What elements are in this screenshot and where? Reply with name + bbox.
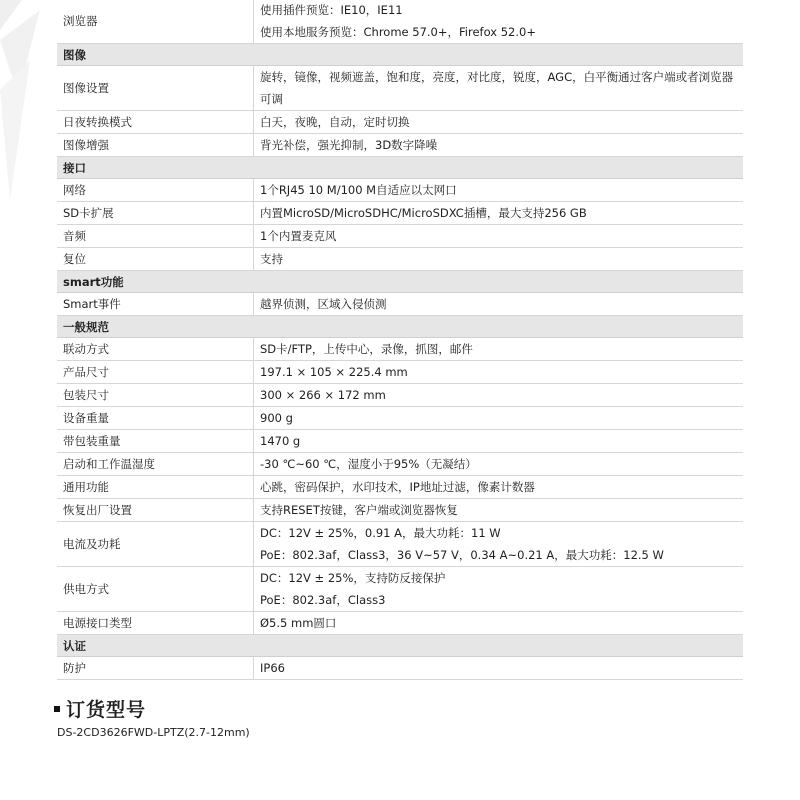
spec-value <box>254 179 744 202</box>
table-row <box>57 657 743 680</box>
spec-label: 图像设置 <box>57 66 254 111</box>
table-row <box>57 66 743 111</box>
spec-label: 电流及功耗 <box>57 522 254 567</box>
spec-value <box>254 248 744 271</box>
spec-value-line: 使用本地服务预览：Chrome 57.0+，Firefox 52.0+ <box>260 25 536 39</box>
spec-value-line: PoE：802.3af，Class3 <box>260 593 386 607</box>
spec-value-line: 300 × 266 × 172 mm <box>260 388 386 402</box>
spec-value-line: 心跳，密码保护，水印技术，IP地址过滤，像素计数器 <box>260 480 535 494</box>
table-row <box>57 522 743 567</box>
spec-value-line: PoE：802.3af，Class3，36 V~57 V，0.34 A~0.21 A，最大功耗：12.5 W <box>260 548 664 562</box>
spec-value <box>254 361 744 384</box>
table-row <box>57 338 743 361</box>
table-row <box>57 453 743 476</box>
spec-value-line: -30 ℃~60 ℃，湿度小于95%（无凝结） <box>260 457 477 471</box>
spec-table <box>57 0 743 680</box>
spec-label: 启动和工作温湿度 <box>57 453 254 476</box>
spec-value <box>254 0 744 44</box>
spec-value <box>254 293 744 316</box>
table-row <box>57 567 743 612</box>
spec-value-line: 1个RJ45 10 M/100 M自适应以太网口 <box>260 183 457 197</box>
spec-value-line: IP66 <box>260 661 285 675</box>
spec-value-line: 900 g <box>260 411 293 425</box>
spec-table-body <box>57 0 743 680</box>
table-row <box>57 134 743 157</box>
spec-value-line: 白天，夜晚，自动，定时切换 <box>260 115 410 129</box>
spec-value <box>254 499 744 522</box>
spec-value-line: Ø5.5 mm圆口 <box>260 616 337 630</box>
spec-value-line: 1470 g <box>260 434 301 448</box>
spec-value-line: 旋转，镜像，视频遮盖，饱和度，亮度，对比度，锐度，AGC，白平衡通过客户端或者浏览器可调 <box>260 70 734 106</box>
table-row <box>57 384 743 407</box>
spec-value <box>254 476 744 499</box>
spec-label: 日夜转换模式 <box>57 111 254 134</box>
section-header <box>57 157 743 179</box>
spec-label: 电源接口类型 <box>57 612 254 635</box>
spec-label: 音频 <box>57 225 254 248</box>
spec-label: 供电方式 <box>57 567 254 612</box>
spec-value-line: 支持 <box>260 252 283 266</box>
table-row <box>57 111 743 134</box>
spec-value <box>254 225 744 248</box>
spec-value <box>254 453 744 476</box>
spec-label: 带包装重量 <box>57 430 254 453</box>
table-row <box>57 225 743 248</box>
spec-label: 浏览器 <box>57 0 254 44</box>
spec-label: SD卡扩展 <box>57 202 254 225</box>
spec-value-line: 越界侦测，区域入侵侦测 <box>260 297 387 311</box>
model-number: DS-2CD3626FWD-LPTZ(2.7-12mm) <box>57 726 250 739</box>
spec-value <box>254 612 744 635</box>
spec-value-line: 197.1 × 105 × 225.4 mm <box>260 365 408 379</box>
section-title: 认证 <box>57 635 743 657</box>
bullet-icon <box>54 706 60 712</box>
spec-value <box>254 134 744 157</box>
section-title: smart功能 <box>57 271 743 293</box>
table-row <box>57 248 743 271</box>
table-row <box>57 407 743 430</box>
spec-value <box>254 567 744 612</box>
spec-value-line: DC：12V ± 25%，支持防反接保护 <box>260 571 446 585</box>
spec-label: 防护 <box>57 657 254 680</box>
section-header <box>57 44 743 66</box>
spec-value <box>254 430 744 453</box>
spec-value <box>254 111 744 134</box>
spec-label: 通用功能 <box>57 476 254 499</box>
spec-label: 包装尺寸 <box>57 384 254 407</box>
table-row <box>57 361 743 384</box>
table-row <box>57 499 743 522</box>
spec-value-line: 背光补偿，强光抑制，3D数字降噪 <box>260 138 438 152</box>
spec-label: 网络 <box>57 179 254 202</box>
spec-label: 复位 <box>57 248 254 271</box>
spec-value-line: 使用插件预览：IE10，IE11 <box>260 3 403 17</box>
spec-value <box>254 657 744 680</box>
spec-value-line: SD卡/FTP，上传中心，录像，抓图，邮件 <box>260 342 473 356</box>
section-title: 接口 <box>57 157 743 179</box>
spec-label: 图像增强 <box>57 134 254 157</box>
table-row <box>57 430 743 453</box>
spec-value <box>254 66 744 111</box>
spec-label: 恢复出厂设置 <box>57 499 254 522</box>
spec-value-line: 支持RESET按键，客户端或浏览器恢复 <box>260 503 458 517</box>
table-row <box>57 476 743 499</box>
decorative-graphic <box>0 0 60 220</box>
table-row <box>57 612 743 635</box>
section-header <box>57 635 743 657</box>
spec-value-line: 1个内置麦克风 <box>260 229 337 243</box>
section-title: 图像 <box>57 44 743 66</box>
spec-label: Smart事件 <box>57 293 254 316</box>
spec-value <box>254 522 744 567</box>
spec-label: 设备重量 <box>57 407 254 430</box>
spec-value-line: 内置MicroSD/MicroSDHC/MicroSDXC插槽，最大支持256 GB <box>260 206 587 220</box>
spec-value <box>254 338 744 361</box>
table-row <box>57 293 743 316</box>
order-title: 订货型号 <box>66 699 147 721</box>
table-row <box>57 0 743 44</box>
section-header <box>57 316 743 338</box>
section-header <box>57 271 743 293</box>
order-heading <box>54 695 146 722</box>
spec-value <box>254 384 744 407</box>
spec-label: 产品尺寸 <box>57 361 254 384</box>
table-row <box>57 179 743 202</box>
spec-value <box>254 407 744 430</box>
spec-value <box>254 202 744 225</box>
spec-label: 联动方式 <box>57 338 254 361</box>
spec-value-line: DC：12V ± 25%，0.91 A，最大功耗：11 W <box>260 526 501 540</box>
section-title: 一般规范 <box>57 316 743 338</box>
table-row <box>57 202 743 225</box>
